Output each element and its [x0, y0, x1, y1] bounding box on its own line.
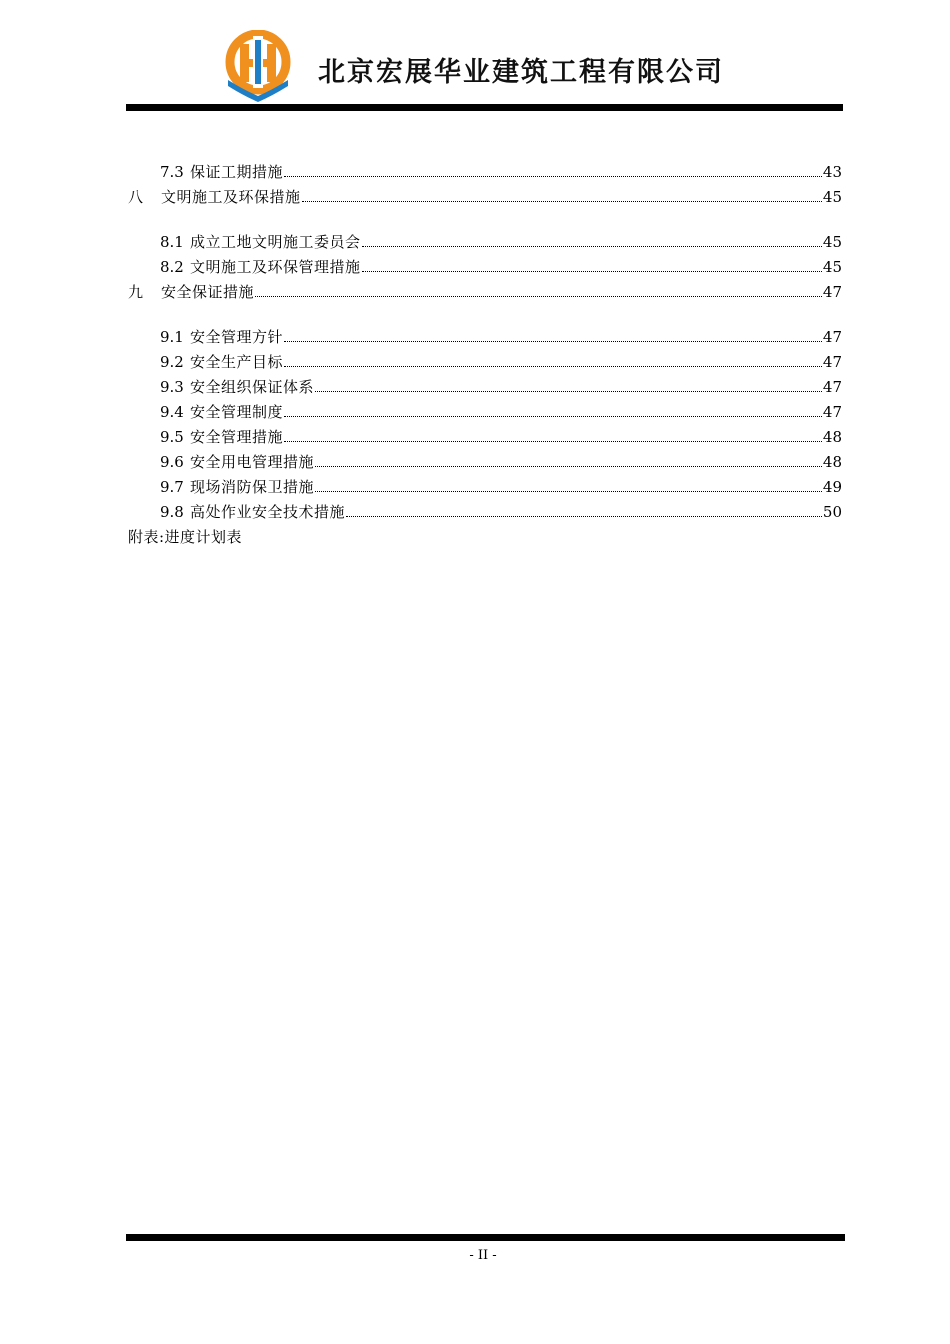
toc-entry-page: 47	[822, 403, 842, 421]
toc-leader-dots	[315, 465, 822, 467]
table-of-contents	[128, 160, 842, 550]
toc-entry-page: 47	[822, 283, 842, 301]
toc-spacer	[128, 305, 842, 325]
toc-entry-page: 49	[822, 478, 842, 496]
toc-leader-dots	[362, 270, 822, 272]
toc-entry-8-2[interactable]	[128, 255, 842, 280]
toc-entry-number: 8.2	[160, 258, 184, 276]
toc-entry-title: 文明施工及环保管理措施	[190, 258, 361, 276]
toc-entry-number: 9.4	[160, 403, 184, 421]
toc-entry-number: 9.7	[160, 478, 184, 496]
page-number: - II -	[469, 1248, 497, 1263]
company-logo-icon	[222, 30, 294, 102]
toc-entry-9-7[interactable]	[128, 475, 842, 500]
toc-leader-dots	[315, 490, 822, 492]
toc-entry-page: 47	[822, 328, 842, 346]
toc-entry-9-2[interactable]	[128, 350, 842, 375]
toc-entry-title: 安全用电管理措施	[190, 453, 315, 471]
toc-spacer	[128, 210, 842, 230]
company-name: 北京宏展华业建筑工程有限公司	[318, 57, 724, 88]
toc-entry-title: 高处作业安全技术措施	[190, 503, 346, 521]
toc-entry-number: 9.3	[160, 378, 184, 396]
toc-entry-number: 9.5	[160, 428, 184, 446]
toc-entry-title: 保证工期措施	[190, 163, 284, 181]
toc-entry-number: 9.6	[160, 453, 184, 471]
toc-entry-number: 九	[128, 283, 144, 301]
toc-entry-page: 50	[822, 503, 842, 521]
toc-entry-page: 45	[822, 233, 842, 251]
toc-entry-number: 9.1	[160, 328, 184, 346]
toc-leader-dots	[315, 390, 822, 392]
toc-entry-number: 9.2	[160, 353, 184, 371]
toc-entry-page: 45	[822, 258, 842, 276]
toc-leader-dots	[255, 295, 822, 297]
toc-leader-dots	[346, 515, 822, 517]
toc-entry-title: 文明施工及环保措施	[161, 188, 301, 206]
toc-entry-number: 7.3	[160, 163, 184, 181]
toc-leader-dots	[284, 365, 822, 367]
toc-entry-title: 安全保证措施	[161, 283, 255, 301]
toc-entry-title: 安全生产目标	[190, 353, 284, 371]
toc-entry-title: 安全管理措施	[190, 428, 284, 446]
toc-entry-9-8[interactable]	[128, 500, 842, 525]
toc-entry-number: 八	[128, 188, 144, 206]
toc-entry-9[interactable]	[128, 280, 842, 305]
toc-leader-dots	[284, 440, 822, 442]
toc-entry-page: 48	[822, 453, 842, 471]
footer-divider	[126, 1234, 845, 1241]
toc-entry-title: 现场消防保卫措施	[190, 478, 315, 496]
toc-leader-dots	[302, 200, 822, 202]
toc-entry-title: 安全组织保证体系	[190, 378, 315, 396]
header-divider	[126, 104, 843, 111]
toc-entry-page: 48	[822, 428, 842, 446]
toc-entry-9-5[interactable]	[128, 425, 842, 450]
toc-entry-number: 8.1	[160, 233, 184, 251]
toc-appendix[interactable]: 附表:进度计划表	[128, 528, 243, 546]
toc-entry-8[interactable]	[128, 185, 842, 210]
toc-leader-dots	[284, 415, 822, 417]
toc-entry-9-4[interactable]	[128, 400, 842, 425]
toc-entry-page: 47	[822, 353, 842, 371]
toc-entry-page: 45	[822, 188, 842, 206]
toc-entry-9-3[interactable]	[128, 375, 842, 400]
toc-leader-dots	[284, 340, 822, 342]
toc-entry-8-1[interactable]	[128, 230, 842, 255]
toc-entry-title: 成立工地文明施工委员会	[190, 233, 361, 251]
toc-leader-dots	[284, 175, 822, 177]
toc-entry-9-1[interactable]	[128, 325, 842, 350]
toc-leader-dots	[362, 245, 822, 247]
toc-entry-number: 9.8	[160, 503, 184, 521]
toc-entry-title: 安全管理制度	[190, 403, 284, 421]
toc-entry-page: 43	[822, 163, 842, 181]
toc-entry-9-6[interactable]	[128, 450, 842, 475]
toc-entry-page: 47	[822, 378, 842, 396]
page-header	[0, 0, 950, 115]
toc-entry-7-3[interactable]	[128, 160, 842, 185]
toc-entry-title: 安全管理方针	[190, 328, 284, 346]
